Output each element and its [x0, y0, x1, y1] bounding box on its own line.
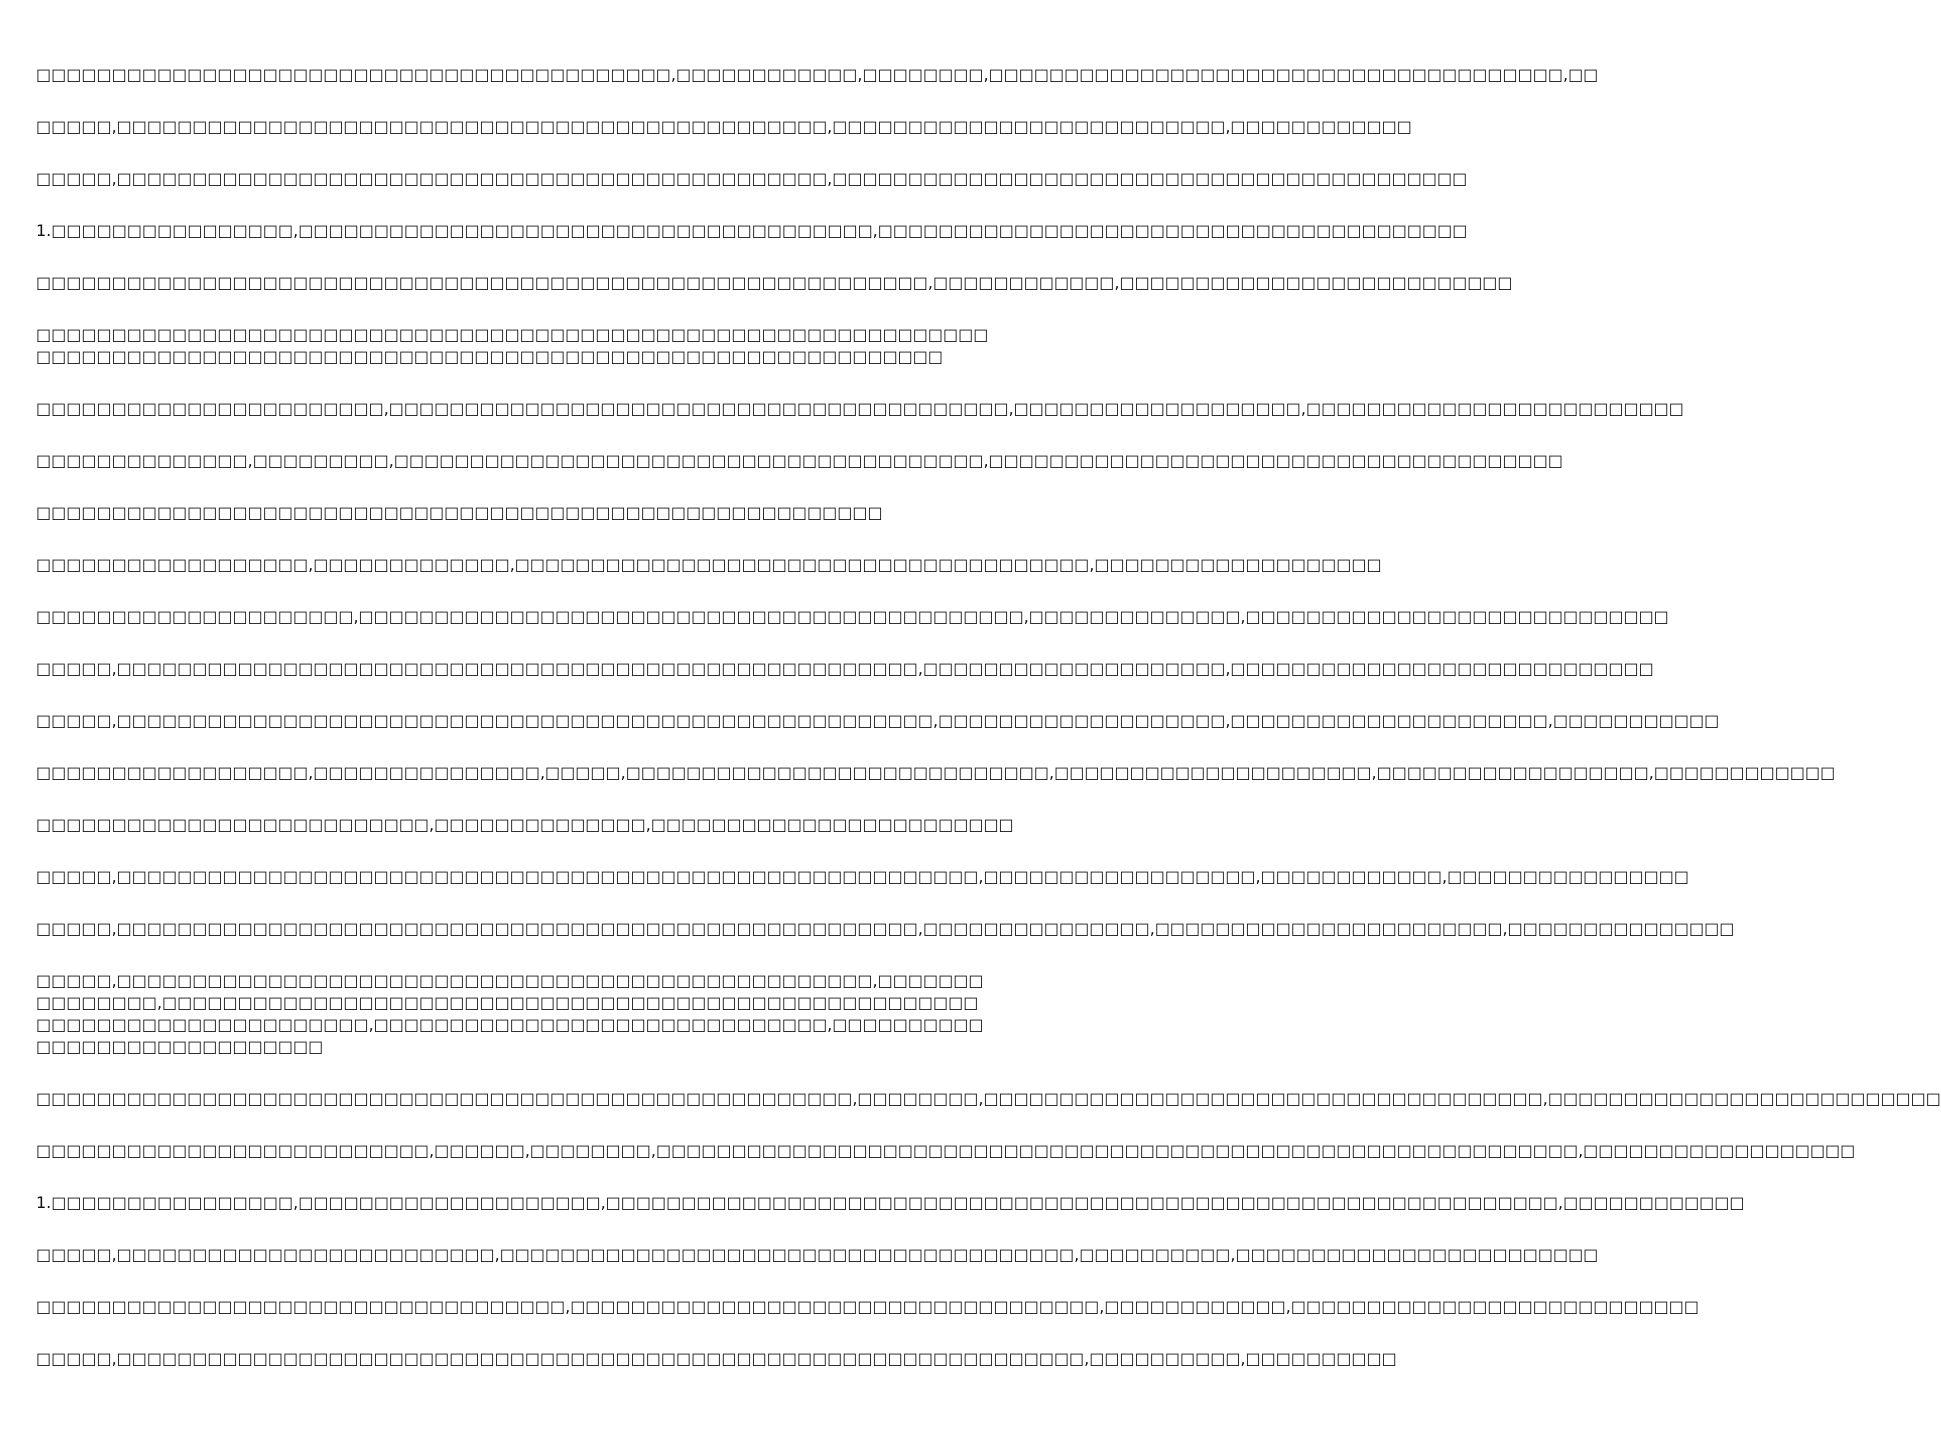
paragraph: □□□□□,□□□□□□□□□□□□□□□□□□□□□□□□□□□□□□□□□□□□□□□□□□□□□□□,□□□□□□□□□□□□□□□□□□□□□□□□□□□□□□□□□□□□□□□□□□ — [36, 169, 1468, 188]
paragraph: □□□□□,□□□□□□□□□□□□□□□□□□□□□□□□□,□□□□□□□□□□□□□□□□□□□□□□□□□□□□□□□□□□□□□□,□□□□□□□□□□,□□□□□□□□□□□□□□□□□□□□□□□□ — [36, 1245, 1599, 1264]
paragraph: □□□□□□□□□□□□□□□□□□□□□□□□□□□□□□□□□□□,□□□□□□□□□□□□□□□□□□□□□□□□□□□□□□□□□□□,□□□□□□□□□□□□,□□□□□□□□□□□□□□□□□□□□□□□□□□□ — [36, 1297, 1700, 1316]
paragraph: □□□□□,□□□□□□□□□□□□□□□□□□□□□□□□□□□□□□□□□□□□□□□□□□□□□□□□□□□□□□,□□□□□□□□□□□□□□□□□□□,□□□□□□□□□□□□□□□□□□□□□,□□□□□□□□□□□ — [36, 711, 1720, 730]
paragraph: □□□□□□□□□□□□□□□□□□□□□□□,□□□□□□□□□□□□□□□□□□□□□□□□□□□□□□□□□□□□□□□□□,□□□□□□□□□□□□□□□□□□□,□□□□□□□□□□□□□□□□□□□□□□□□□ — [36, 399, 1684, 418]
paragraph: □□□□□,□□□□□□□□□□□□□□□□□□□□□□□□□□□□□□□□□□□□□□□□□□□□□□□□□□□□□,□□□□□□□□□□□□□□□,□□□□□□□□□□□□□□□□□□□□□□□,□□□□□□□□□□□□□□□ — [36, 919, 1735, 938]
paragraph: □□□□□□□□□□□□□□,□□□□□□□□□,□□□□□□□□□□□□□□□□□□□□□□□□□□□□□□□□□□□□□□□,□□□□□□□□□□□□□□□□□□□□□□□□□□□□□□□□□□□□□□ — [36, 451, 1563, 470]
paragraph: □□□□□□□□□□□□□□□□□□□□□□□□□□□□□□□□□□□□□□□□□□,□□□□□□□□□□□□,□□□□□□□□,□□□□□□□□□□□□□□□□□□□□□□□□□□□□□□□□□□□□□□,□□ — [36, 65, 1599, 84]
paragraph: □□□□□□□□□□□□□□□□□□□□□□□□□□,□□□□□□,□□□□□□□□,□□□□□□□□□□□□□□□□□□□□□□□□□□□□□□□□□□□□□□□□□□□□□□□□□□□□□□□□□□□□□,□□□□□□□□□□□□□□□□□□ — [36, 1141, 1856, 1160]
paragraph: □□□□□□□□□□□□□□□□□□□□□□□□□□□□□□□□□□□□□□□□□□□□□□□□□□□□□□□□□□□,□□□□□□□□□□□□,□□□□□□□□□□□□□□□□□□□□□□□□□□ — [36, 273, 1513, 292]
paragraph: 1.□□□□□□□□□□□□□□□□,□□□□□□□□□□□□□□□□□□□□,□□□□□□□□□□□□□□□□□□□□□□□□□□□□□□□□□□□□□□□□□□□□□□□□□□□□□□□□□□□□□□□,□□□□□□□□□□□□ — [36, 1193, 1745, 1212]
paragraph: □□□□□,□□□□□□□□□□□□□□□□□□□□□□□□□□□□□□□□□□□□□□□□□□□□□□□□□□,□□□□□□□□□□□□□□□,□□□□□□□□□□□□□□□□□□□□□□□□□□□□□□□□□□□□□□□□□□□□□□□□□□□□□□□□□□□□□□□□□□□□□□□□□□□□,□□□□□□□□□□□□□□□□□□□□□□□□□□□□□□,□□□□□□□□□□□□□□□□□□□□□□□□□□□□□ — [36, 971, 984, 1056]
paragraph: □□□□□□□□□□□□□□□□□□□□□□□□□□□□□□□□□□□□□□□□□□□□□□□□□□□□□□,□□□□□□□□,□□□□□□□□□□□□□□□□□□□□□□□□□□□□□□□□□□□□□,□□□□□□□□□□□□□□□□□□□□□□□□□□ — [36, 1089, 1941, 1108]
paragraph: □□□□□,□□□□□□□□□□□□□□□□□□□□□□□□□□□□□□□□□□□□□□□□□□□□□□□□□□□□□□□□□,□□□□□□□□□□□□□□□□□□,□□□□□□□□□□□□,□□□□□□□□□□□□□□□□ — [36, 867, 1689, 886]
paragraph: □□□□□□□□□□□□□□□□□□□□□□□□□□□□□□□□□□□□□□□□□□□□□□□□□□□□□□□□□□□□□□□□□□□□□□□□□□□□□□□□□□□□□□□□□□□□□□□□□□□□□□□□□□□□□□□□□□□□□□□□□□□ — [36, 325, 989, 366]
paragraph: 1.□□□□□□□□□□□□□□□□,□□□□□□□□□□□□□□□□□□□□□□□□□□□□□□□□□□□□□□,□□□□□□□□□□□□□□□□□□□□□□□□□□□□□□□□□□□□□□□ — [36, 221, 1468, 240]
document-body — [36, 64, 1941, 1400]
paragraph: □□□□□□□□□□□□□□□□□□□□□□□□□□,□□□□□□□□□□□□□□,□□□□□□□□□□□□□□□□□□□□□□□□ — [36, 815, 1014, 834]
paragraph: □□□□□,□□□□□□□□□□□□□□□□□□□□□□□□□□□□□□□□□□□□□□□□□□□□□□□□□□□□□□□□□□□□□□□□,□□□□□□□□□□,□□□□□□□□□□ — [36, 1349, 1397, 1368]
paragraph: □□□□□,□□□□□□□□□□□□□□□□□□□□□□□□□□□□□□□□□□□□□□□□□□□□□□□,□□□□□□□□□□□□□□□□□□□□□□□□□□,□□□□□□□□□□□□ — [36, 117, 1412, 136]
paragraph: □□□□□□□□□□□□□□□□□□,□□□□□□□□□□□□□,□□□□□□□□□□□□□□□□□□□□□□□□□□□□□□□□□□□□□□,□□□□□□□□□□□□□□□□□□□ — [36, 555, 1382, 574]
paragraph: □□□□□,□□□□□□□□□□□□□□□□□□□□□□□□□□□□□□□□□□□□□□□□□□□□□□□□□□□□□,□□□□□□□□□□□□□□□□□□□□,□□□□□□□□□□□□□□□□□□□□□□□□□□□□ — [36, 659, 1654, 678]
paragraph: □□□□□□□□□□□□□□□□□□□□□,□□□□□□□□□□□□□□□□□□□□□□□□□□□□□□□□□□□□□□□□□□□□,□□□□□□□□□□□□□□,□□□□□□□□□□□□□□□□□□□□□□□□□□□□ — [36, 607, 1669, 626]
paragraph: □□□□□□□□□□□□□□□□□□□□□□□□□□□□□□□□□□□□□□□□□□□□□□□□□□□□□□□□ — [36, 503, 883, 522]
paragraph: □□□□□□□□□□□□□□□□□□,□□□□□□□□□□□□□□□,□□□□□,□□□□□□□□□□□□□□□□□□□□□□□□□□□□,□□□□□□□□□□□□□□□□□□□□□,□□□□□□□□□□□□□□□□□□,□□□□□□□□□□□□ — [36, 763, 1836, 782]
